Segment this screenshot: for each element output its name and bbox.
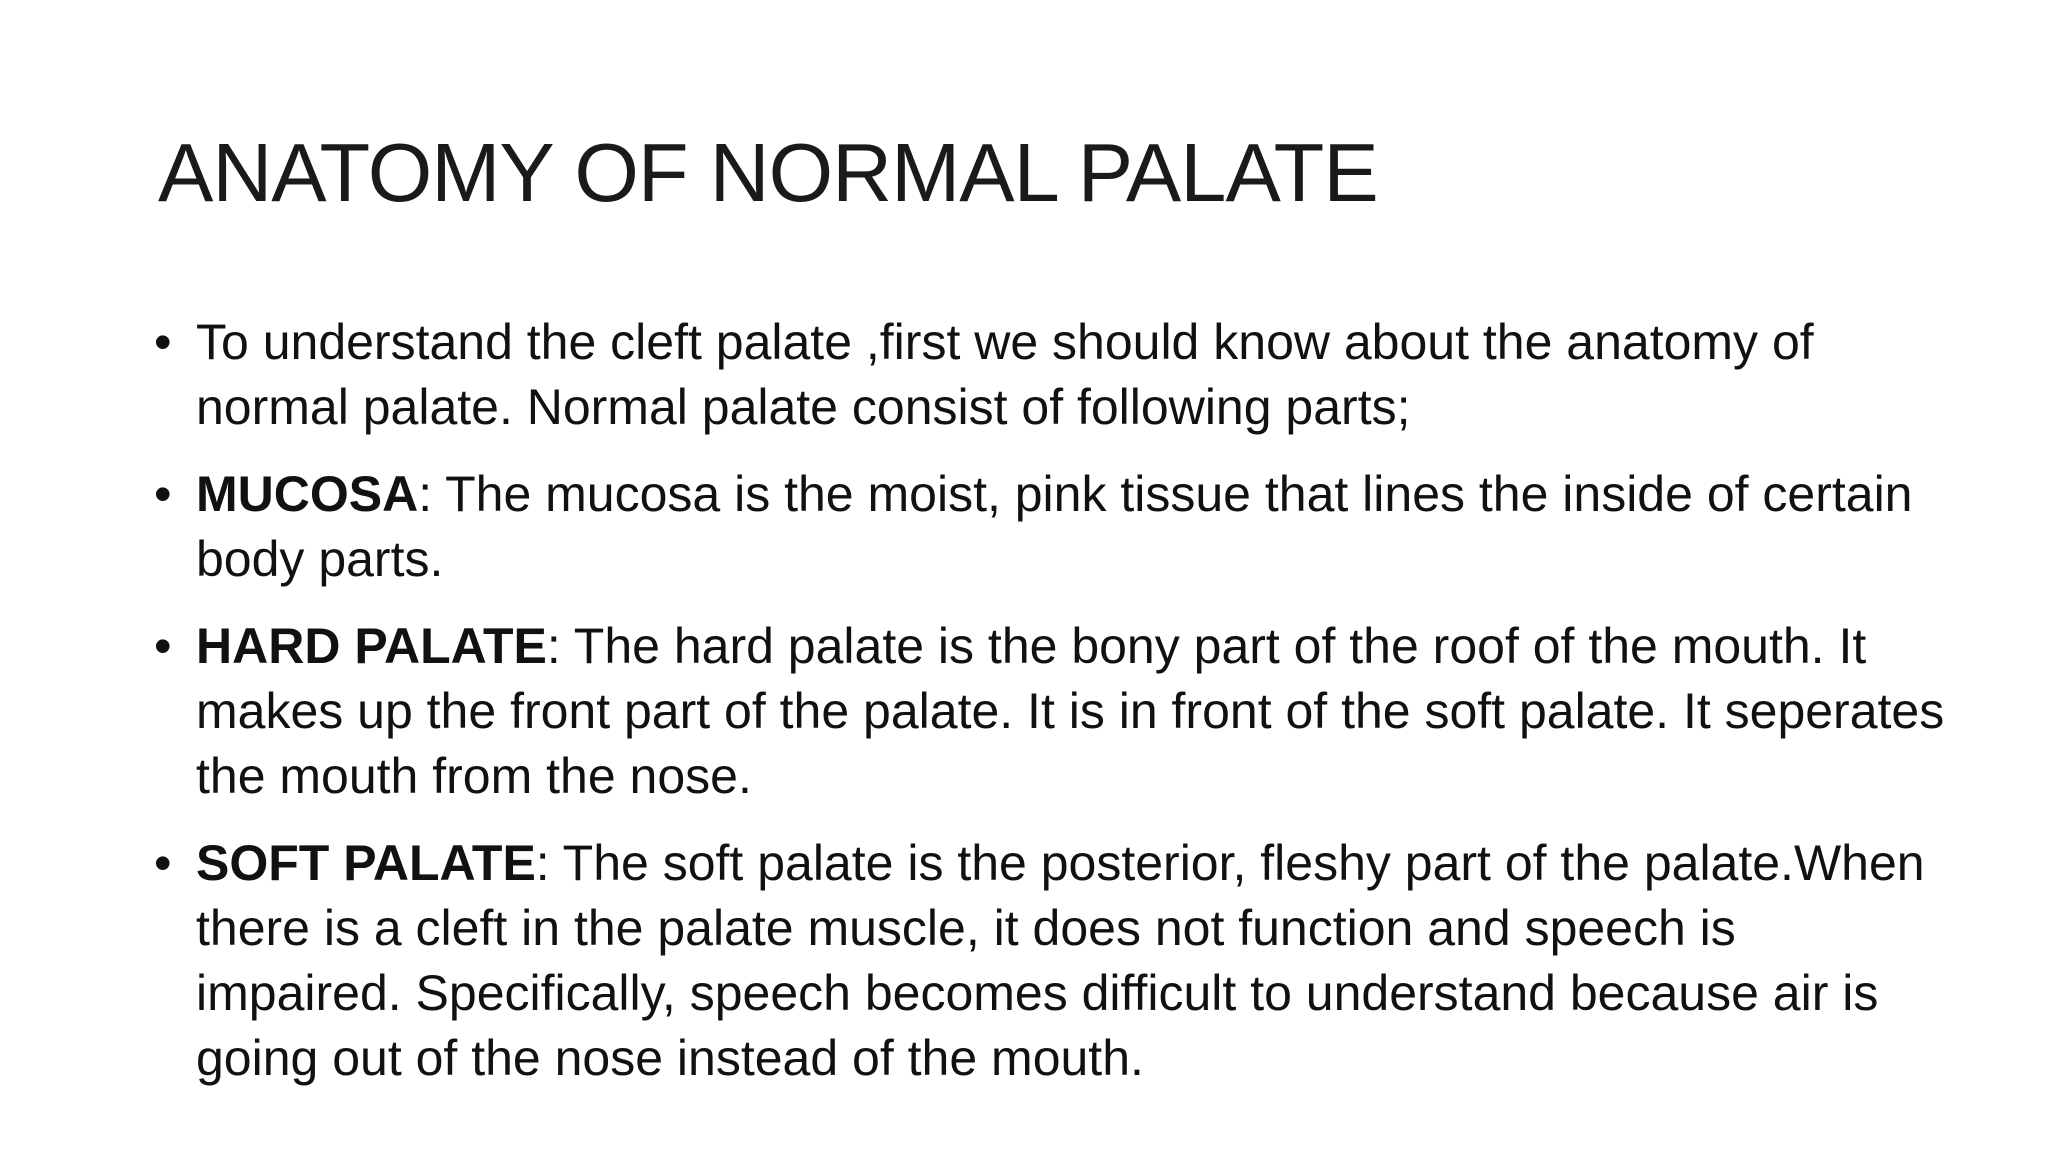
bullet-text: : The soft palate is the posterior, fleshy part of the palate.When there is a cleft in the palate muscle, it does not function and speech is impaired. Specifically, speech becomes difficult to understand because air is going out of the nose instead of the mouth. xyxy=(196,835,1925,1086)
bullet-term: HARD PALATE xyxy=(196,618,547,674)
bullet-text: To understand the cleft palate ,first we should know about the anatomy of normal palate. Normal palate consist of following parts; xyxy=(196,314,1814,435)
bullet-text: : The mucosa is the moist, pink tissue that lines the inside of certain body parts. xyxy=(196,466,1913,587)
bullet-dot-icon: • xyxy=(154,466,172,522)
bullet-term: SOFT PALATE xyxy=(196,835,536,891)
bullet-item-hard-palate xyxy=(150,614,1950,809)
bullet-item-mucosa xyxy=(150,462,1950,592)
bullet-text: : The hard palate is the bony part of the roof of the mouth. It makes up the front part of the palate. It is in front of the soft palate. It seperates the mouth from the nose. xyxy=(196,618,1945,804)
bullet-dot-icon: • xyxy=(154,618,172,674)
slide-title: ANATOMY OF NORMAL PALATE xyxy=(158,126,1378,219)
bullet-term: MUCOSA xyxy=(196,466,419,522)
bullet-dot-icon: • xyxy=(154,835,172,891)
bullet-item-intro xyxy=(150,310,1950,440)
bullet-dot-icon: • xyxy=(154,314,172,370)
bullet-list xyxy=(150,310,1950,1113)
bullet-item-soft-palate xyxy=(150,831,1950,1091)
